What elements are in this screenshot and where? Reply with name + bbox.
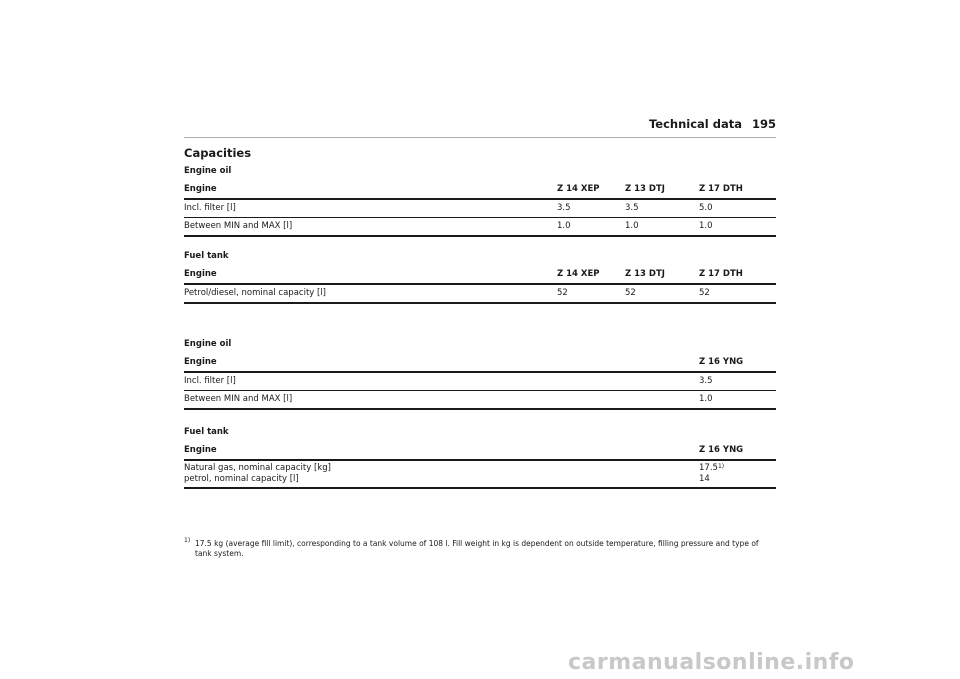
column-header: Z 16 YNG — [699, 357, 744, 367]
column-header: Z 14 XEP — [557, 269, 600, 279]
footnote — [184, 539, 776, 559]
column-header: Engine — [184, 184, 217, 194]
block-title: Engine oil — [184, 339, 232, 349]
table-header-row — [184, 353, 776, 373]
header-rule — [184, 137, 776, 138]
table-row — [184, 373, 776, 391]
column-header: Z 14 XEP — [557, 184, 600, 194]
cell-value: 3.5 — [557, 203, 571, 213]
engine-oil-table-1 — [184, 163, 776, 237]
block-title: Fuel tank — [184, 427, 229, 437]
table-header-row — [184, 441, 776, 461]
row-label: Between MIN and MAX [l] — [184, 394, 293, 404]
footnote-mark: 1) — [184, 537, 191, 544]
cell-value: 17.5 — [699, 463, 718, 473]
column-header: Z 13 DTJ — [625, 184, 665, 194]
page-header — [184, 117, 776, 137]
row-label: Petrol/diesel, nominal capacity [l] — [184, 288, 326, 298]
cell-value: 52 — [557, 288, 568, 298]
section-title: Capacities — [184, 146, 252, 160]
row-label: Incl. filter [l] — [184, 203, 236, 213]
value-cell — [699, 463, 724, 485]
cell-value: 1.0 — [625, 221, 639, 231]
page-title: Technical data — [648, 117, 742, 131]
row-label: Natural gas, nominal capacity [kg] — [184, 463, 331, 473]
table-row — [184, 200, 776, 218]
column-header: Engine — [184, 445, 217, 455]
table-header-row — [184, 265, 776, 285]
table-row — [184, 218, 776, 237]
table-header-row — [184, 180, 776, 200]
block-title: Engine oil — [184, 166, 232, 176]
column-header: Engine — [184, 357, 217, 367]
fuel-tank-table-2 — [184, 424, 776, 489]
cell-value: 1.0 — [699, 221, 713, 231]
cell-value: 1.0 — [557, 221, 571, 231]
table-row — [184, 461, 776, 489]
cell-value: 52 — [699, 288, 710, 298]
cell-value: 3.5 — [699, 376, 713, 386]
cell-value: 14 — [699, 474, 710, 484]
row-label: petrol, nominal capacity [l] — [184, 474, 299, 484]
row-label-cell — [184, 463, 331, 485]
column-header: Z 17 DTH — [699, 184, 743, 194]
fuel-tank-table-1 — [184, 248, 776, 304]
engine-oil-table-2 — [184, 336, 776, 410]
row-label: Incl. filter [l] — [184, 376, 236, 386]
column-header: Z 17 DTH — [699, 269, 743, 279]
block-title: Fuel tank — [184, 251, 229, 261]
row-label: Between MIN and MAX [l] — [184, 221, 293, 231]
cell-value: 5.0 — [699, 203, 713, 213]
footnote-text: 17.5 kg (average fill limit), corresponding to a tank volume of 108 l. Fill weight in kg is dependent on outside temperature, filling pressure and type of tank system. — [195, 539, 759, 558]
footnote-reference: 1) — [717, 463, 725, 470]
watermark: carmanualsonline.info — [568, 650, 855, 675]
column-header: Engine — [184, 269, 217, 279]
page-number: 195 — [751, 117, 776, 131]
cell-value: 1.0 — [699, 394, 713, 404]
table-row — [184, 391, 776, 410]
table-row — [184, 285, 776, 304]
cell-value: 52 — [625, 288, 636, 298]
column-header: Z 13 DTJ — [625, 269, 665, 279]
cell-value: 3.5 — [625, 203, 639, 213]
column-header: Z 16 YNG — [699, 445, 744, 455]
